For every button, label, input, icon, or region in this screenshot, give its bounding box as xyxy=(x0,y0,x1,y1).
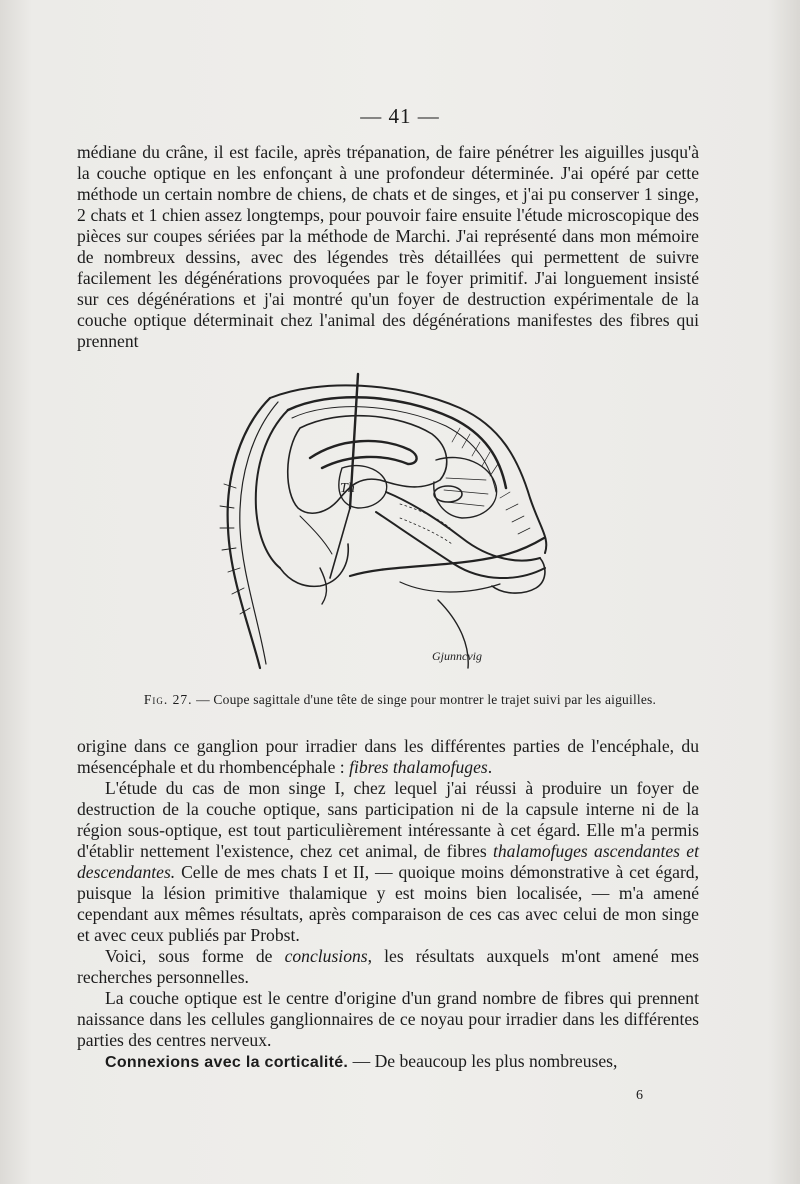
page-number: — 41 — xyxy=(360,104,440,128)
paragraph xyxy=(77,778,699,946)
body-text-top xyxy=(77,142,699,352)
paragraph xyxy=(77,736,699,778)
paragraph: La couche optique est le centre d'origine d'un grand nombre de fibres qui prennent naissance dans les cellules ganglionnaires de ce noyau pour irradier dans les différentes parties des centres nerveux. xyxy=(77,988,699,1050)
body-text-bottom xyxy=(77,736,699,1073)
text-run: — De beaucoup les plus nombreuses, xyxy=(348,1051,618,1071)
italic-term: fibres thalamofuges xyxy=(349,757,488,777)
paragraph xyxy=(77,1051,699,1073)
italic-term: thalamofuges ascendantes et descendantes. xyxy=(77,841,699,882)
paragraph xyxy=(77,946,699,988)
figure-caption-label: Fig. 27. xyxy=(143,692,193,707)
thalamus-label: Th xyxy=(340,481,355,496)
paragraph: médiane du crâne, il est facile, après trépanation, de faire pénétrer les aiguilles jusqu'à la couche optique en les enfonçant à une profondeur déterminée. J'ai opéré par cette méthode un certain nombre de chiens, de chats et de singes, et j'ai pu conserver 1 singe, 2 chats et 1 chien assez longtemps, pour pouvoir faire ensuite l'étude microscopique des pièces sur coupes sériées par la méthode de Marchi. J'ai représenté dans mon mémoire de nombreux dessins, avec des légendes très détaillées qui permettent de suivre facilement les dégénérations provoquées par le foyer primitif. J'ai longuement insisté sur ces dégénérations et j'ai montré qu'un foyer de destruction expérimentale de la couche optique déterminait chez l'animal des dégénérations manifestes des fibres qui prennent xyxy=(77,142,699,351)
text-run: L'étude du cas de mon singe I, chez lequel j'ai réussi à produire un foyer de destruction de la couche optique, sans participation ni de la capsule interne ni de la région sous-optique, est tout particulièrement intéressante à cet égard. Elle m'a permis d'établir nettement l'existence, chez cet animal, de fibres xyxy=(77,778,699,861)
text-run: Voici, sous forme de xyxy=(105,946,285,966)
text-run: . xyxy=(487,757,493,777)
sagittal-head-illustration xyxy=(200,368,600,686)
text-run: origine dans ce ganglion pour irradier dans les différentes parties de l'encéphale, du mésencéphale et du rhombencéphale : xyxy=(77,736,699,777)
run-in-heading: Connexions avec la corticalité. xyxy=(105,1054,349,1071)
text-run: , les résultats auxquels m'ont amené mes recherches personnelles. xyxy=(77,946,699,987)
signature-mark: 6 xyxy=(636,1088,643,1103)
italic-term: conclusions xyxy=(284,946,368,966)
text-run: Celle de mes chats I et II, — quoique moins démonstrative à cet égard, puisque la lésion primitive thalamique y est moins bien localisée, — m'a amené cependant aux mêmes résultats, après comparaison de ces cas avec celui de mon singe et avec ceux publiés par Probst. xyxy=(77,862,699,945)
figure-caption-text: — Coupe sagittale d'une tête de singe pour montrer le trajet suivi par les aiguilles. xyxy=(196,692,657,707)
figure-caption xyxy=(0,692,800,708)
artist-signature: Gjunncvig xyxy=(432,649,482,663)
